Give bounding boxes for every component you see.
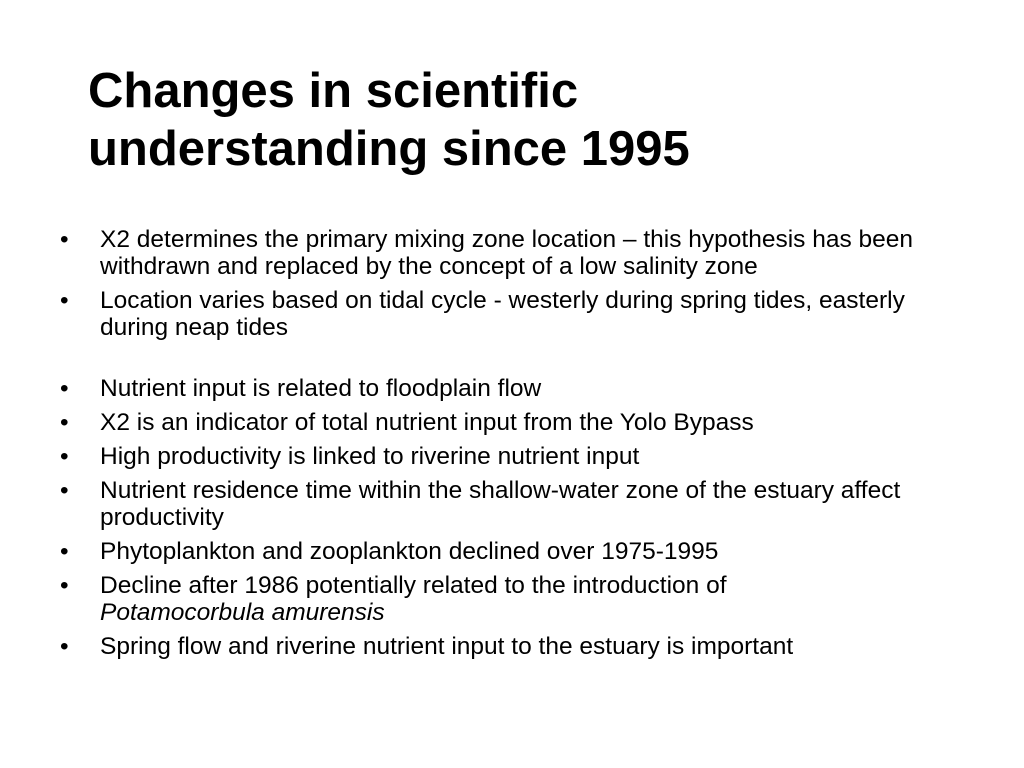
species-name: Potamocorbula amurensis — [100, 599, 385, 626]
bullet-text: Spring flow and riverine nutrient input to the estuary is important — [100, 633, 794, 660]
bullet-text: Nutrient residence time within the shallow-water zone of the estuary affect productivity — [100, 477, 901, 531]
bullet-marker: • — [60, 477, 69, 504]
bullet-text: X2 determines the primary mixing zone location – this hypothesis has been withdrawn and replaced by the concept of a low salinity zone — [100, 226, 914, 280]
bullet-text: Decline after 1986 potentially related to the introduction of — [100, 572, 727, 599]
bullet-marker: • — [60, 375, 69, 402]
bullet-list — [60, 226, 970, 667]
bullet-item — [60, 375, 970, 402]
bullet-text: High productivity is linked to riverine nutrient input — [100, 443, 640, 470]
bullet-marker: • — [60, 226, 69, 253]
bullet-text: Location varies based on tidal cycle - westerly during spring tides, easterly during neap tides — [100, 287, 905, 341]
bullet-text: Phytoplankton and zooplankton declined over 1975-1995 — [100, 538, 719, 565]
title-line-1: Changes in scientific — [88, 64, 579, 118]
title-line-2: understanding since 1995 — [88, 122, 690, 176]
bullet-item — [60, 572, 970, 626]
bullet-item — [60, 443, 970, 470]
bullet-item — [60, 226, 970, 280]
bullet-item — [60, 538, 970, 565]
bullet-item — [60, 409, 970, 436]
bullet-text: Nutrient input is related to floodplain flow — [100, 375, 542, 402]
bullet-marker: • — [60, 443, 69, 470]
bullet-marker: • — [60, 538, 69, 565]
slide-title — [88, 62, 968, 178]
bullet-marker: • — [60, 633, 69, 660]
bullet-item — [60, 287, 970, 341]
bullet-item — [60, 633, 970, 660]
bullet-item — [60, 477, 970, 531]
bullet-marker: • — [60, 287, 69, 314]
bullet-text: X2 is an indicator of total nutrient input from the Yolo Bypass — [100, 409, 754, 436]
bullet-marker: • — [60, 409, 69, 436]
bullet-marker: • — [60, 572, 69, 599]
